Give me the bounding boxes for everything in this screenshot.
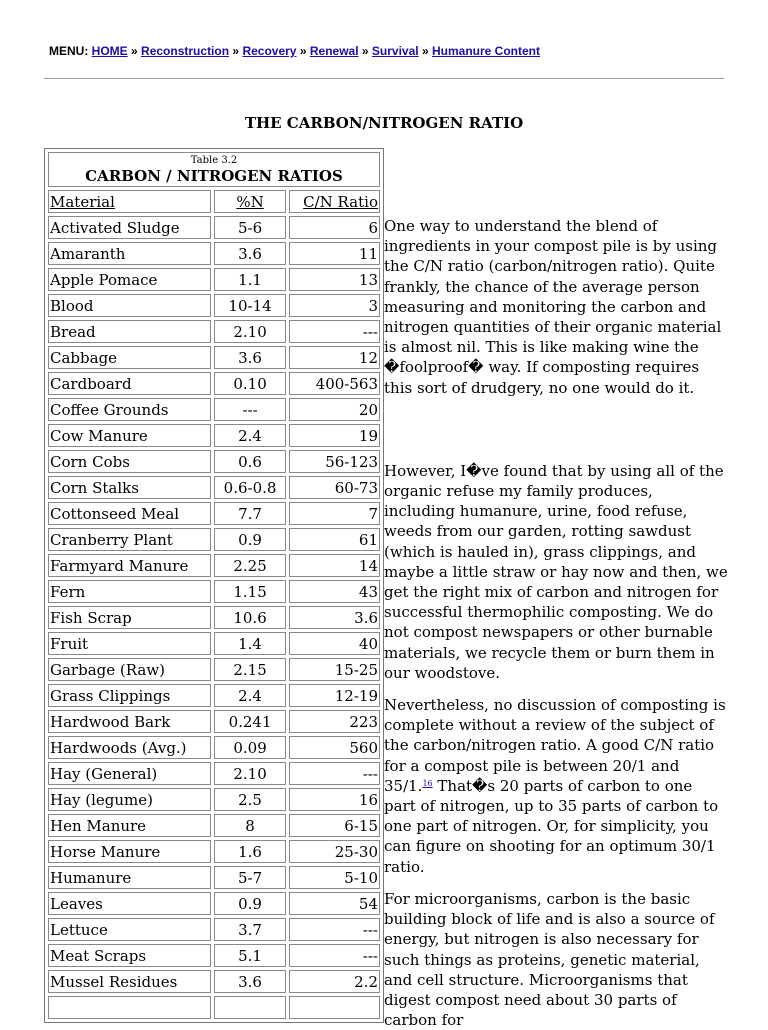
paragraph-family-refuse: However, I�ve found that by using all of the organic refuse my family produces, including humanure, urine, food refuse, weeds from our garden, rotting sawdust (which is hauled in), grass clippings, and maybe a little straw or hay now and then, we get the right mix of carbon and nitrogen for successful thermophilic composting. We do not compost newspapers or other burnable materials, we recycle them or burn them in our woodstove. <box>384 461 728 682</box>
cn-ratio-table <box>44 148 384 1023</box>
table-row <box>48 710 380 733</box>
cell-percent-n: 10-14 <box>214 294 286 317</box>
cell-cn-ratio: 54 <box>289 892 380 915</box>
table-row <box>48 372 380 395</box>
cell-cn-ratio: 60-73 <box>289 476 380 499</box>
cell-material: Fish Scrap <box>48 606 211 629</box>
cell-percent-n: 8 <box>214 814 286 837</box>
table-row <box>48 320 380 343</box>
cell-cn-ratio: 12 <box>289 346 380 369</box>
table-number: Table 3.2 <box>190 155 238 166</box>
cell-cn-ratio: 13 <box>289 268 380 291</box>
cell-percent-n: 2.15 <box>214 658 286 681</box>
cell-cn-ratio: 11 <box>289 242 380 265</box>
cell-material: Horse Manure <box>48 840 211 863</box>
header-percent-n: %N <box>214 190 286 213</box>
table-row <box>48 476 380 499</box>
table-row <box>48 814 380 837</box>
cell-material: Hay (General) <box>48 762 211 785</box>
cell-material: Farmyard Manure <box>48 554 211 577</box>
menu-link-humanure-content[interactable]: Humanure Content <box>432 44 540 58</box>
cell-percent-n: 7.7 <box>214 502 286 525</box>
cell-material: Activated Sludge <box>48 216 211 239</box>
cell-cn-ratio: --- <box>289 320 380 343</box>
cell-percent-n: 2.5 <box>214 788 286 811</box>
cell-percent-n: 0.241 <box>214 710 286 733</box>
cell-cn-ratio: 5-10 <box>289 866 380 889</box>
cell-percent-n: 3.6 <box>214 242 286 265</box>
cell-material: Cow Manure <box>48 424 211 447</box>
table-row <box>48 970 380 993</box>
cell-cn-ratio: 3.6 <box>289 606 380 629</box>
table-row <box>48 346 380 369</box>
cell-percent-n <box>214 996 286 1019</box>
cell-percent-n: 2.4 <box>214 424 286 447</box>
cell-percent-n: 1.4 <box>214 632 286 655</box>
header-material: Material <box>48 190 211 213</box>
cell-material: Apple Pomace <box>48 268 211 291</box>
cell-material: Cranberry Plant <box>48 528 211 551</box>
table-row <box>48 424 380 447</box>
cell-cn-ratio <box>289 996 380 1019</box>
cell-material: Leaves <box>48 892 211 915</box>
cell-material: Humanure <box>48 866 211 889</box>
table-row <box>48 580 380 603</box>
cell-percent-n: 1.6 <box>214 840 286 863</box>
table-caption-row <box>48 152 380 187</box>
table-row <box>48 944 380 967</box>
cell-percent-n: 3.6 <box>214 970 286 993</box>
table-row <box>48 502 380 525</box>
menu-separator: » <box>361 44 369 58</box>
cell-percent-n: 0.10 <box>214 372 286 395</box>
table-row <box>48 632 380 655</box>
cell-percent-n: 2.10 <box>214 762 286 785</box>
cell-percent-n: 0.6 <box>214 450 286 473</box>
cell-material: Hardwood Bark <box>48 710 211 733</box>
table-row <box>48 242 380 265</box>
cell-material: Garbage (Raw) <box>48 658 211 681</box>
cell-percent-n: 10.6 <box>214 606 286 629</box>
table-row <box>48 788 380 811</box>
cell-cn-ratio: 6 <box>289 216 380 239</box>
cell-material <box>48 996 211 1019</box>
table-row <box>48 762 380 785</box>
cell-material: Amaranth <box>48 242 211 265</box>
cell-percent-n: 3.7 <box>214 918 286 941</box>
cell-cn-ratio: 12-19 <box>289 684 380 707</box>
table-row <box>48 736 380 759</box>
cell-material: Meat Scraps <box>48 944 211 967</box>
cell-percent-n: 5.1 <box>214 944 286 967</box>
cell-material: Corn Stalks <box>48 476 211 499</box>
table-row <box>48 450 380 473</box>
header-cn-ratio: C/N Ratio <box>289 190 380 213</box>
paragraph-cn-ratio <box>384 695 728 877</box>
cell-cn-ratio: 223 <box>289 710 380 733</box>
cell-material: Hen Manure <box>48 814 211 837</box>
cell-cn-ratio: 19 <box>289 424 380 447</box>
cell-cn-ratio: 56-123 <box>289 450 380 473</box>
cell-cn-ratio: 400-563 <box>289 372 380 395</box>
cell-material: Cottonseed Meal <box>48 502 211 525</box>
menu-link-survival[interactable]: Survival <box>371 44 419 58</box>
table-row <box>48 606 380 629</box>
table-row <box>48 658 380 681</box>
cell-material: Cabbage <box>48 346 211 369</box>
cell-cn-ratio: 7 <box>289 502 380 525</box>
cell-material: Fruit <box>48 632 211 655</box>
cell-material: Hay (legume) <box>48 788 211 811</box>
table-row <box>48 554 380 577</box>
cell-material: Blood <box>48 294 211 317</box>
cell-cn-ratio: --- <box>289 918 380 941</box>
horizontal-divider <box>44 78 724 79</box>
menu-link-home[interactable]: HOME <box>91 44 128 58</box>
paragraph-cn-ratio-text: Nevertheless, no discussion of composting is complete without a review of the subject of the carbon/nitrogen ratio. A good C/N ratio for a compost pile is between 20/1 and 35/1. <box>384 696 726 795</box>
menu-separator: » <box>232 44 240 58</box>
table-row <box>48 892 380 915</box>
table-row <box>48 918 380 941</box>
cell-cn-ratio: 40 <box>289 632 380 655</box>
cell-material: Hardwoods (Avg.) <box>48 736 211 759</box>
cell-material: Fern <box>48 580 211 603</box>
table-row <box>48 398 380 421</box>
cell-percent-n: 0.6-0.8 <box>214 476 286 499</box>
cell-percent-n: 0.09 <box>214 736 286 759</box>
cell-material: Lettuce <box>48 918 211 941</box>
cell-percent-n: 3.6 <box>214 346 286 369</box>
cell-cn-ratio: 20 <box>289 398 380 421</box>
cell-cn-ratio: 25-30 <box>289 840 380 863</box>
paragraph-intro: One way to understand the blend of ingredients in your compost pile is by using the C/N ratio (carbon/nitrogen ratio). Quite frankly, the chance of the average person measuring and monitoring the carbon and nitrogen quantities of their organic material is almost nil. This is like making wine the �foolproof� way. If composting requires this sort of drudgery, no one would do it. <box>384 217 722 397</box>
table-header-row <box>48 190 380 213</box>
cell-cn-ratio: 14 <box>289 554 380 577</box>
cell-percent-n: 1.15 <box>214 580 286 603</box>
cell-percent-n: 1.1 <box>214 268 286 291</box>
page-title: THE CARBON/NITROGEN RATIO <box>244 114 524 132</box>
table-row <box>48 216 380 239</box>
menu-link-reconstruction[interactable]: Reconstruction <box>141 44 230 58</box>
cell-material: Grass Clippings <box>48 684 211 707</box>
menu-separator: » <box>131 44 138 58</box>
table-title: CARBON / NITROGEN RATIOS <box>85 167 343 185</box>
table-caption <box>48 152 380 187</box>
cell-percent-n: --- <box>214 398 286 421</box>
table-row <box>48 684 380 707</box>
top-menu <box>49 44 540 58</box>
cell-percent-n: 5-6 <box>214 216 286 239</box>
cell-cn-ratio: --- <box>289 944 380 967</box>
menu-link-renewal[interactable]: Renewal <box>309 44 359 58</box>
cell-percent-n: 2.25 <box>214 554 286 577</box>
cell-cn-ratio: 6-15 <box>289 814 380 837</box>
table-row <box>48 996 380 1019</box>
cell-material: Coffee Grounds <box>48 398 211 421</box>
cell-cn-ratio: 61 <box>289 528 380 551</box>
table-row <box>48 528 380 551</box>
cell-cn-ratio: 15-25 <box>289 658 380 681</box>
cell-cn-ratio: 560 <box>289 736 380 759</box>
paragraph-cn-ratio-text-continued: That�s 20 parts of carbon to one part of nitrogen, up to 35 parts of carbon to one part of nitrogen. Or, for simplicity, you can figure on shooting for an optimum 30/1 ratio. <box>384 776 719 876</box>
menu-label: MENU: <box>49 44 89 58</box>
table-row <box>48 294 380 317</box>
footnote-link[interactable]: 16 <box>422 778 433 788</box>
menu-separator: » <box>421 44 429 58</box>
cell-material: Corn Cobs <box>48 450 211 473</box>
cell-material: Mussel Residues <box>48 970 211 993</box>
table-row <box>48 840 380 863</box>
table-row <box>48 866 380 889</box>
cell-cn-ratio: --- <box>289 762 380 785</box>
table-row <box>48 268 380 291</box>
menu-separator: » <box>299 44 307 58</box>
cell-percent-n: 0.9 <box>214 892 286 915</box>
cell-material: Bread <box>48 320 211 343</box>
cell-material: Cardboard <box>48 372 211 395</box>
cell-cn-ratio: 16 <box>289 788 380 811</box>
cell-percent-n: 0.9 <box>214 528 286 551</box>
menu-link-recovery[interactable]: Recovery <box>242 44 297 58</box>
cell-cn-ratio: 43 <box>289 580 380 603</box>
cell-percent-n: 2.10 <box>214 320 286 343</box>
cell-cn-ratio: 2.2 <box>289 970 380 993</box>
article-text <box>384 216 728 1030</box>
cell-cn-ratio: 3 <box>289 294 380 317</box>
cell-percent-n: 2.4 <box>214 684 286 707</box>
cell-percent-n: 5-7 <box>214 866 286 889</box>
paragraph-microorganisms: For microorganisms, carbon is the basic building block of life and is also a source of energy, but nitrogen is also necessary for such things as proteins, genetic material, and cell structure. Microorganisms that digest compost need about 30 parts of carbon for <box>384 889 715 1030</box>
